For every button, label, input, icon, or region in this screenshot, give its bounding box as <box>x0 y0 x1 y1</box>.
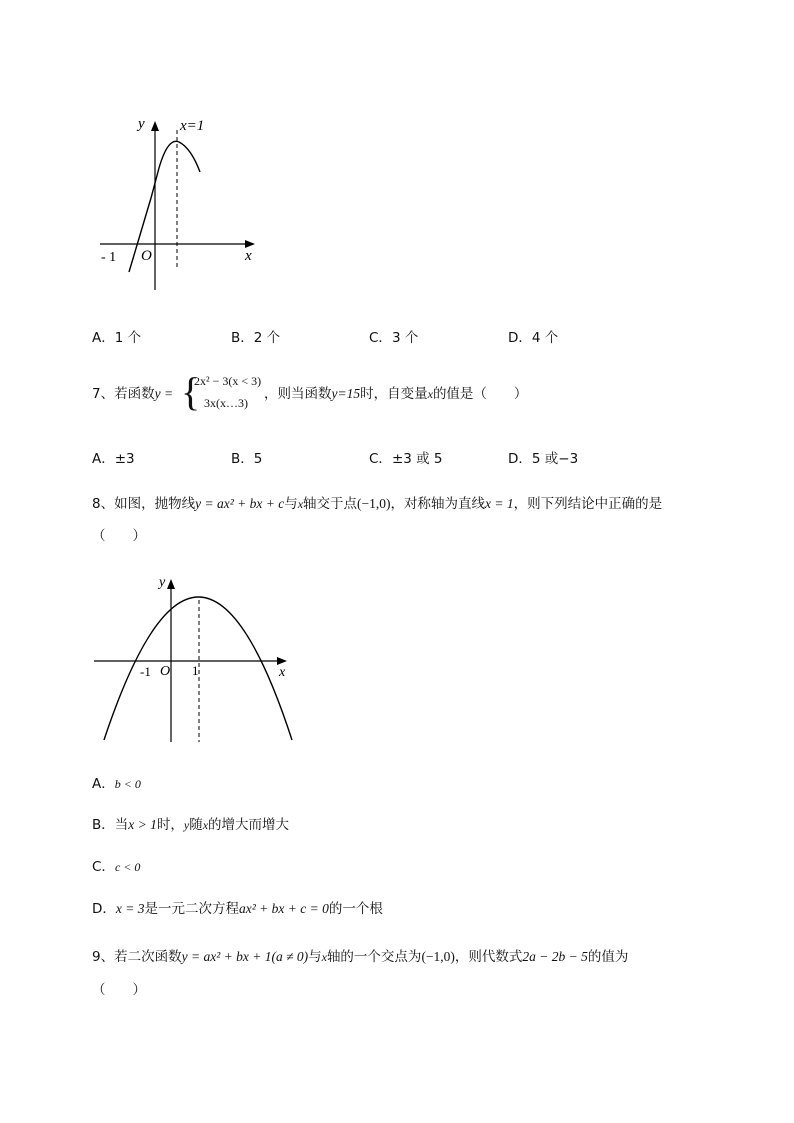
q7-brace: { <box>181 369 201 414</box>
q7-option-c[interactable]: C．±3 或 5 <box>369 451 443 467</box>
q6-option-c[interactable]: C．3 个 <box>369 330 419 346</box>
q8-option-b[interactable]: B．当x > 1时，y随x的增大而增大 <box>92 817 290 833</box>
question-8-paren: （ ） <box>92 528 146 544</box>
graph-2-y-label: y <box>159 575 166 590</box>
graph-2-origin: O <box>160 664 171 679</box>
graph-2-x-label: x <box>279 665 286 680</box>
graph-2-x-arrow <box>277 657 287 665</box>
question-9-paren: （ ） <box>92 982 146 998</box>
q7-case-2: 3x(x…3) <box>204 396 248 410</box>
graph-1-y-arrow <box>151 121 159 131</box>
q8-option-c[interactable]: C．c < 0 <box>92 859 141 875</box>
q7-case-1: 2x² − 3(x < 3) <box>194 374 262 388</box>
graph-1-y-label: y <box>138 116 145 132</box>
graph-2-y-arrow <box>167 579 175 589</box>
question-7: 7、若函数y = <box>92 386 174 402</box>
graph-1-x-label: x <box>245 248 252 264</box>
graph-1-curve <box>129 141 200 272</box>
q7-option-d[interactable]: D．5 或−3 <box>508 451 579 467</box>
question-9: 9、若二次函数y = ax² + bx + 1(a ≠ 0)与x轴的一个交点为(−1,0)，则代数式2a − 2b − 5的值为 <box>92 949 629 965</box>
graph-1 <box>95 110 270 295</box>
q7-option-a[interactable]: A．±3 <box>92 451 135 467</box>
q8-option-a[interactable]: A．b < 0 <box>92 776 141 792</box>
graph-1-x-arrow <box>245 240 255 248</box>
q6-option-b[interactable]: B．2 个 <box>231 330 281 346</box>
graph-1-axis-label: x=1 <box>180 118 205 134</box>
graph-2 <box>90 572 300 747</box>
graph-1-origin: O <box>141 248 152 264</box>
graph-1-neg-one: - 1 <box>101 250 117 265</box>
q6-option-d[interactable]: D．4 个 <box>508 330 559 346</box>
graph-2-one: 1 <box>192 663 199 678</box>
q7-option-b[interactable]: B．5 <box>231 451 263 467</box>
q8-option-d[interactable]: D．x = 3是一元二次方程ax² + bx + c = 0的一个根 <box>92 901 383 917</box>
graph-2-neg-one: -1 <box>140 664 151 679</box>
question-7-rest: ，则当函数y=15时，自变量x的值是（ ） <box>264 386 528 402</box>
q6-option-a[interactable]: A．1 个 <box>92 330 142 346</box>
question-8: 8、如图，抛物线y = ax² + bx + c与x轴交于点(−1,0)，对称轴为直线x = 1，则下列结论中正确的是 <box>92 496 663 512</box>
